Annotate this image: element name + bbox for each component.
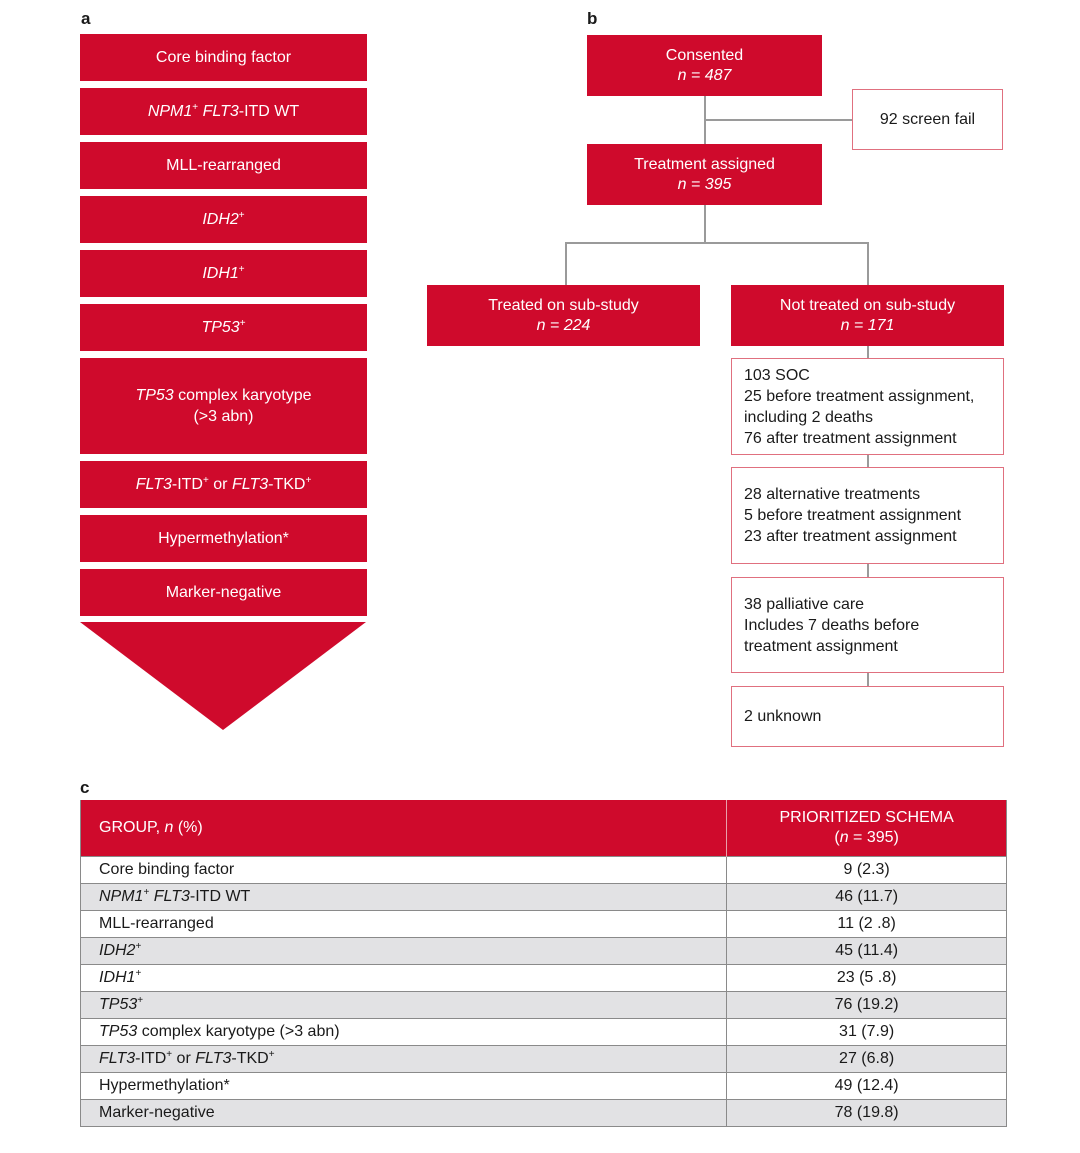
palliative-care-box: 38 palliative care Includes 7 deaths before treatment assignment [731,577,1004,673]
table-header-row [81,800,1007,857]
panel-a-label: a [81,9,91,28]
table-row: NPM1+ FLT3-ITD WT 46 (11.7) [81,884,1007,911]
priority-npm1: NPM1+ FLT3-ITD WT [80,88,367,135]
priority-core-binding-factor: Core binding factor [80,34,367,81]
priority-flt3: FLT3-ITD+ or FLT3-TKD+ [80,461,367,508]
column-header-group: GROUP, n (%) [81,800,727,857]
table-row: Core binding factor 9 (2.3) [81,857,1007,884]
connector-to-unknown [867,673,869,686]
table-row: FLT3-ITD+ or FLT3-TKD+ 27 (6.8) [81,1046,1007,1073]
connector-assigned-down [704,205,706,243]
connector-to-palliative [867,564,869,577]
connector-to-treated [565,242,567,285]
group-distribution-table [80,800,1007,1127]
not-treated-box: Not treated on sub-study n = 171 [731,285,1004,346]
priority-arrow-head [80,622,366,730]
alternative-treatments-box: 28 alternative treatments 5 before treatment assignment 23 after treatment assignment [731,467,1004,564]
priority-hypermethylation: Hypermethylation* [80,515,367,562]
connector-to-alternative [867,455,869,467]
connector-screen-fail [704,119,852,121]
soc-box: 103 SOC 25 before treatment assignment, including 2 deaths 76 after treatment assignment [731,358,1004,455]
table-row: MLL-rearranged 11 (2 .8) [81,911,1007,938]
screen-fail-box: 92 screen fail [852,89,1003,150]
unknown-box: 2 unknown [731,686,1004,747]
table-row: IDH1+ 23 (5 .8) [81,965,1007,992]
table-row: TP53+ 76 (19.2) [81,992,1007,1019]
connector-split [565,242,868,244]
table-row: TP53 complex karyotype (>3 abn) 31 (7.9) [81,1019,1007,1046]
priority-idh1: IDH1+ [80,250,367,297]
connector-to-not-treated [867,242,869,285]
treated-box: Treated on sub-study n = 224 [427,285,700,346]
panel-b-label: b [587,9,598,28]
connector-to-soc [867,346,869,358]
table-row: Hypermethylation* 49 (12.4) [81,1073,1007,1100]
table-row: IDH2+ 45 (11.4) [81,938,1007,965]
table-row: Marker-negative 78 (19.8) [81,1100,1007,1127]
priority-tp53-complex: TP53 complex karyotype (>3 abn) [80,358,367,454]
priority-mll-rearranged: MLL-rearranged [80,142,367,189]
consented-box: Consented n = 487 [587,35,822,96]
priority-marker-negative: Marker-negative [80,569,367,616]
column-header-schema: PRIORITIZED SCHEMA (n = 395) [727,800,1007,857]
priority-tp53: TP53+ [80,304,367,351]
priority-idh2: IDH2+ [80,196,367,243]
panel-c-label: c [80,778,90,797]
treatment-assigned-box: Treatment assigned n = 395 [587,144,822,205]
